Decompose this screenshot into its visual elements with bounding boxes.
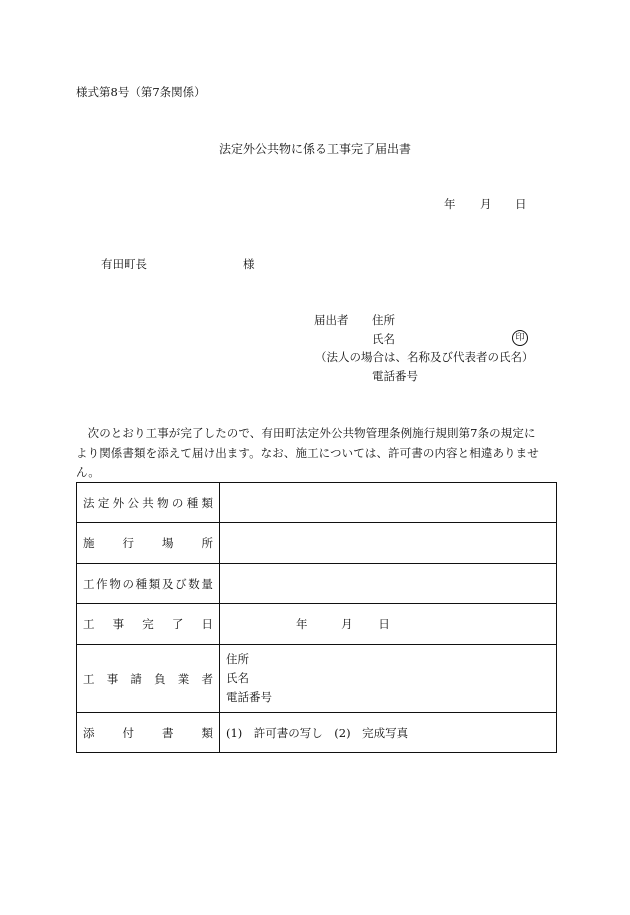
row-label-location [77, 523, 220, 564]
label-char: 負 [154, 671, 166, 686]
label-char: 工 [83, 617, 95, 631]
label-char: 了 [171, 617, 184, 631]
row-label-attachments [77, 713, 220, 753]
label-char: の [122, 576, 134, 591]
label-char: 施 [83, 536, 95, 550]
contractor-name-label: 氏名 [226, 671, 249, 685]
body-line: ん。 [76, 465, 100, 479]
value-attachments: (1) 許可書の写し (2) 完成写真 [220, 713, 557, 753]
label-chars [83, 616, 219, 632]
label-char: 法 [83, 495, 95, 510]
date-month-label: 月 [480, 197, 492, 211]
value-contractor[interactable] [220, 645, 557, 713]
label-char: 類 [201, 725, 213, 740]
label-char: 種 [186, 495, 199, 510]
addressee-honorific: 様 [243, 257, 255, 271]
label-char: 添 [83, 725, 95, 740]
label-char: 公 [127, 495, 139, 510]
label-char: 事 [112, 617, 125, 631]
label-char: 種 [135, 576, 148, 591]
label-char: 所 [201, 536, 213, 550]
completion-day-label: 日 [378, 617, 390, 631]
date-day-label: 日 [515, 197, 527, 211]
label-chars [83, 535, 219, 551]
table-row [77, 564, 557, 604]
body-line: より関係書類を添えて届け出ます。なお、施工については、許可書の内容と相違ありませ [76, 445, 539, 460]
label-char: 外 [112, 495, 125, 510]
applicant-label: 届出者 [314, 313, 349, 327]
label-char: 日 [201, 617, 213, 631]
label-char: 定 [97, 495, 110, 510]
table-row [77, 713, 557, 753]
label-char: 類 [148, 576, 161, 591]
label-char: 類 [201, 495, 213, 510]
row-label-contractor [77, 645, 220, 713]
label-char: 行 [122, 536, 134, 550]
label-char: 完 [142, 617, 154, 631]
table-row [77, 645, 557, 713]
label-char: 量 [201, 576, 213, 591]
label-char: 請 [130, 671, 142, 686]
label-char: 付 [122, 725, 134, 740]
row-label-public-property-type [77, 483, 220, 523]
label-char: 場 [162, 536, 174, 550]
value-location[interactable] [220, 523, 557, 564]
completion-table [76, 482, 557, 753]
body-line: 次のとおり工事が完了したので、有田町法定外公共物管理条例施行規則第7条の規定に [76, 426, 536, 440]
label-char: 共 [142, 495, 154, 510]
date-year-label: 年 [444, 197, 456, 211]
label-char: 作 [96, 576, 108, 591]
completion-month-label: 月 [341, 617, 353, 631]
table-row [77, 483, 557, 523]
seal-icon: 印 [512, 330, 528, 346]
addressee-name: 有田町長 [101, 257, 147, 271]
value-public-property-type[interactable] [220, 483, 557, 523]
applicant-address-label: 住所 [372, 313, 395, 327]
contractor-address-label: 住所 [226, 652, 249, 666]
applicant-corporate-note: （法人の場合は、名称及び代表者の氏名） [315, 350, 534, 364]
applicant-name-label: 氏名 [372, 332, 395, 346]
table-row [77, 523, 557, 564]
label-chars [83, 725, 219, 741]
completion-year-label: 年 [296, 617, 308, 631]
label-char: 書 [162, 725, 174, 740]
form-number: 様式第8号（第7条関係） [76, 85, 206, 99]
label-char: 工 [83, 576, 95, 591]
table-row [77, 604, 557, 645]
label-char: の [171, 495, 184, 510]
label-chars [83, 576, 219, 592]
label-char: 及 [161, 576, 174, 591]
value-structure-type-quantity[interactable] [220, 564, 557, 604]
label-char: 物 [157, 495, 169, 510]
document-title: 法定外公共物に係る工事完了届出書 [218, 142, 411, 156]
contractor-phone-label: 電話番号 [226, 690, 272, 704]
row-label-structure-type-quantity [77, 564, 220, 604]
row-label-completion-date [77, 604, 220, 645]
value-completion-date[interactable] [220, 604, 557, 645]
label-chars [83, 495, 219, 511]
label-char: 物 [109, 576, 121, 591]
applicant-phone-label: 電話番号 [372, 369, 418, 383]
body-paragraph [76, 424, 556, 483]
label-chars [83, 671, 219, 687]
label-char: 工 [83, 671, 95, 686]
label-char: 数 [188, 576, 200, 591]
label-char: び [175, 576, 187, 591]
label-char: 業 [177, 671, 190, 686]
label-char: 者 [201, 671, 213, 686]
contractor-lines [226, 650, 556, 707]
label-char: 事 [106, 671, 119, 686]
